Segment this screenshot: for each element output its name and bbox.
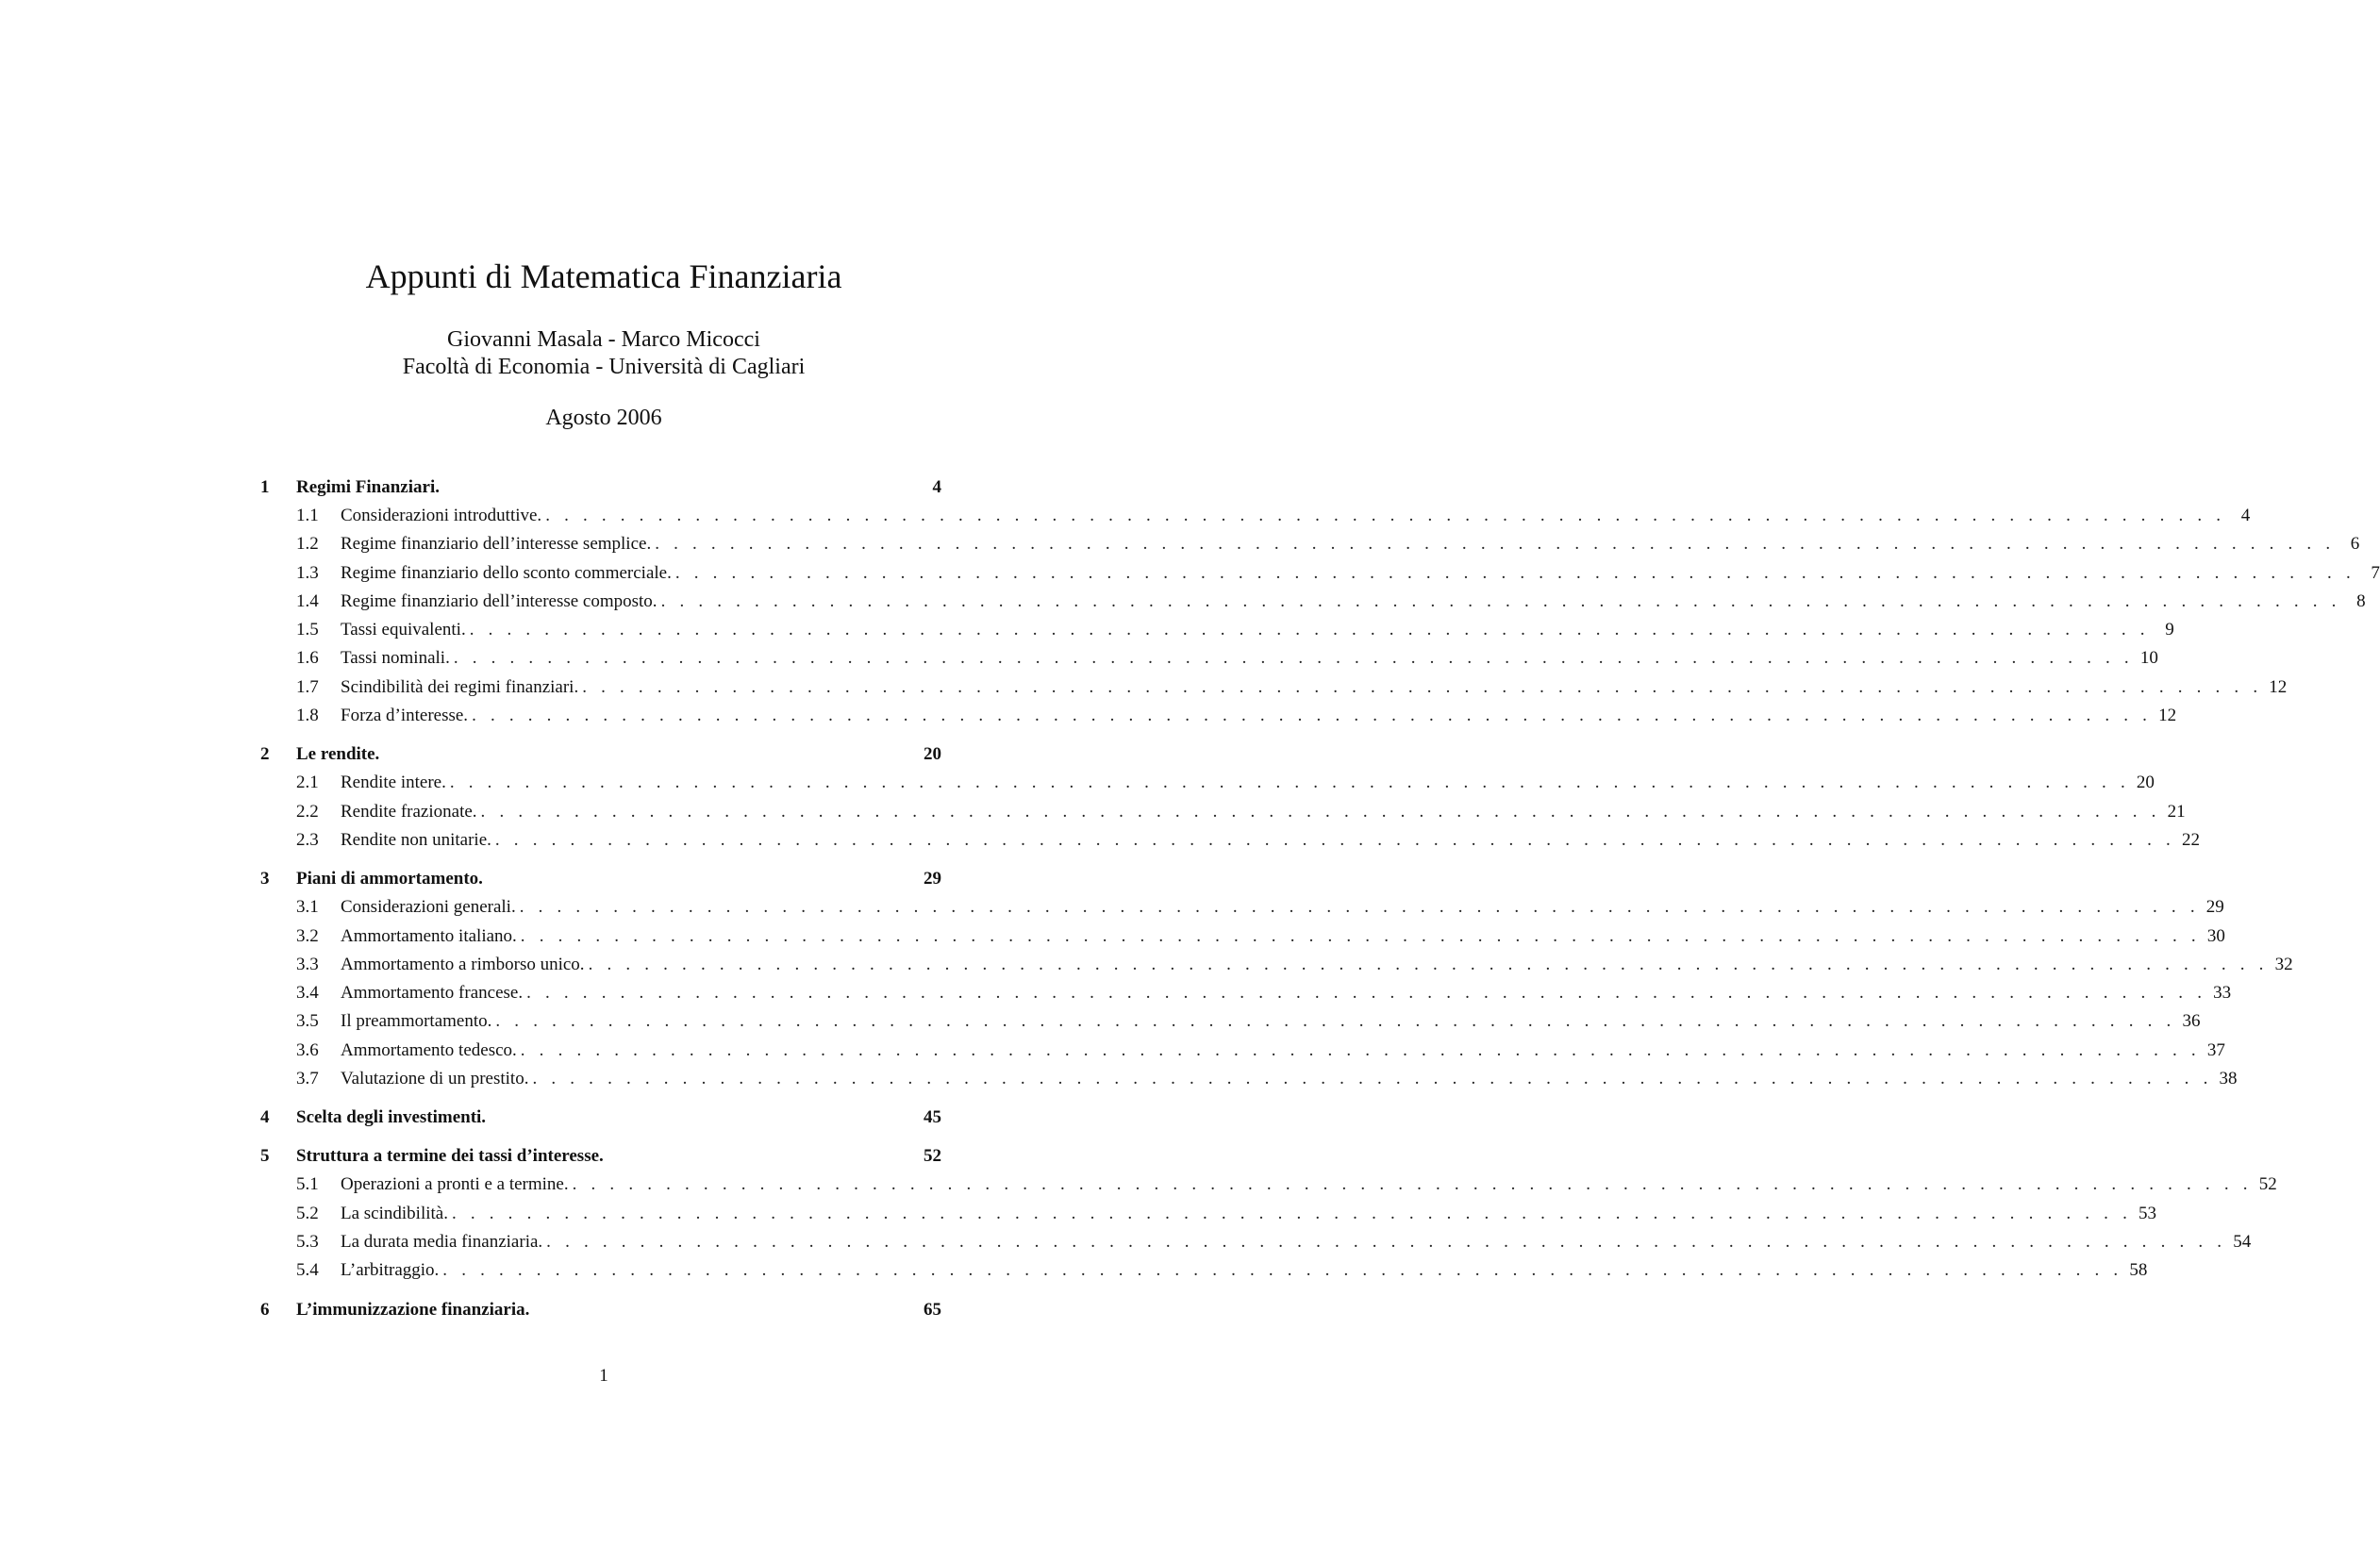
chapter-page: 20 <box>924 744 941 765</box>
section-number: 1.6 <box>296 648 319 669</box>
dot-leader: . . . . . . . . . . . . . . . . . . . . . . . . . . . . . . . . . . . . . . . . . . . . . . . . . . . . . . . . . . . . . . . . . . . . . . . . . . . . . . . . . . . . . . . . . . <box>588 954 2269 974</box>
section-title: La durata media finanziaria. <box>341 1231 543 1252</box>
section-title: Rendite frazionate. <box>341 801 477 822</box>
section-number: 2.3 <box>296 829 319 850</box>
dot-leader: . . . . . . . . . . . . . . . . . . . . . . . . . . . . . . . . . . . . . . . . . . . . . . . . . . . . . . . . . . . . . . . . . . . . . . . . . . . . . . . . . . . . . . . . . . <box>520 1039 2201 1060</box>
section-page: 53 <box>2139 1203 2157 1223</box>
toc-section[interactable] <box>260 1065 2238 1093</box>
toc-section[interactable] <box>260 1037 2225 1065</box>
section-page: 9 <box>2165 620 2174 640</box>
chapter-number: 6 <box>260 1299 270 1320</box>
toc-section[interactable] <box>260 1200 2157 1228</box>
dot-leader: . . . . . . . . . . . . . . . . . . . . . . . . . . . . . . . . . . . . . . . . . . . . . . . . . . . . . . . . . . . . . . . . . . . . . . . . . . . . . . . . . . . . . . . . . . <box>582 676 2263 697</box>
toc-section[interactable] <box>260 559 2380 588</box>
section-title: Regime finanziario dell’interesse composto. <box>341 590 657 611</box>
section-title: Regime finanziario dell’interesse semplice. <box>341 534 652 555</box>
dot-leader: . . . . . . . . . . . . . . . . . . . . . . . . . . . . . . . . . . . . . . . . . . . . . . . . . . . . . . . . . . . . . . . . . . . . . . . . . . . . . . . . . . . . . . . . . . <box>449 773 2130 793</box>
dot-leader: . . . . . . . . . . . . . . . . . . . . . . . . . . . . . . . . . . . . . . . . . . . . . . . . . . . . . . . . . . . . . . . . . . . . . . . . . . . . . . . . . . . . . . . . . . <box>472 706 2153 726</box>
section-title: Rendite intere. <box>341 773 446 793</box>
toc-section[interactable] <box>260 826 2200 855</box>
section-number: 2.1 <box>296 773 319 793</box>
toc-section[interactable] <box>260 1228 2252 1256</box>
section-number: 3.7 <box>296 1069 319 1089</box>
toc-section[interactable] <box>260 798 2186 826</box>
section-title: La scindibilità. <box>341 1203 448 1223</box>
section-number: 1.1 <box>296 506 319 525</box>
section-title: Il preammortamento. <box>341 1011 492 1032</box>
section-page: 7 <box>2371 562 2380 583</box>
affiliation: Facoltà di Economia - Università di Cagliari <box>402 355 806 379</box>
section-number: 3.1 <box>296 897 319 918</box>
dot-leader: . . . . . . . . . . . . . . . . . . . . . . . . . . . . . . . . . . . . . . . . . . . . . . . . . . . . . . . . . . . . . . . . . . . . . . . . . . . . . . . . . . . . . . . . . . <box>451 1203 2133 1223</box>
section-page: 36 <box>2182 1011 2201 1032</box>
toc-section[interactable] <box>260 922 2225 951</box>
section-title: Tassi equivalenti. <box>341 620 466 640</box>
toc-section[interactable] <box>260 951 2293 979</box>
section-page: 29 <box>2205 897 2224 918</box>
section-number: 5.3 <box>296 1231 319 1252</box>
section-page: 32 <box>2274 954 2293 974</box>
chapter-title: Le rendite. <box>296 744 380 765</box>
toc-section[interactable] <box>260 588 2366 616</box>
section-page: 22 <box>2181 829 2200 850</box>
section-title: Ammortamento francese. <box>341 983 524 1004</box>
toc-section[interactable] <box>260 1007 2201 1036</box>
section-title: Operazioni a pronti e a termine. <box>341 1174 569 1195</box>
section-page: 4 <box>2240 506 2251 525</box>
section-number: 3.4 <box>296 983 319 1004</box>
section-number: 3.2 <box>296 925 319 946</box>
section-number: 3.6 <box>296 1039 319 1060</box>
dot-leader: . . . . . . . . . . . . . . . . . . . . . . . . . . . . . . . . . . . . . . . . . . . . . . . . . . . . . . . . . . . . . . . . . . . . . . . . . . . . . . . . . . . . . . . . . . <box>545 506 2226 525</box>
chapter-page: 29 <box>924 869 941 889</box>
section-page: 33 <box>2213 983 2232 1004</box>
section-page: 20 <box>2136 773 2155 793</box>
chapter-page: 45 <box>924 1107 941 1128</box>
dot-leader: . . . . . . . . . . . . . . . . . . . . . . . . . . . . . . . . . . . . . . . . . . . . . . . . . . . . . . . . . . . . . . . . . . . . . . . . . . . . . . . . . . . . . . . . . . <box>519 897 2200 918</box>
chapter-number: 4 <box>260 1107 270 1128</box>
toc-section[interactable] <box>260 979 2232 1007</box>
chapter-title: Scelta degli investimenti. <box>296 1107 487 1128</box>
chapter-title: Struttura a termine dei tassi d’interesse. <box>296 1146 604 1167</box>
section-page: 37 <box>2206 1039 2225 1060</box>
chapter-number: 2 <box>260 744 270 765</box>
section-number: 1.3 <box>296 562 319 583</box>
toc-chapter[interactable] <box>260 740 941 769</box>
page-number: 1 <box>599 1366 608 1386</box>
dot-leader: . . . . . . . . . . . . . . . . . . . . . . . . . . . . . . . . . . . . . . . . . . . . . . . . . . . . . . . . . . . . . . . . . . . . . . . . . . . . . . . . . . . . . . . . . . <box>442 1260 2123 1281</box>
dot-leader: . . . . . . . . . . . . . . . . . . . . . . . . . . . . . . . . . . . . . . . . . . . . . . . . . . . . . . . . . . . . . . . . . . . . . . . . . . . . . . . . . . . . . . . . . . <box>674 562 2355 583</box>
toc-section[interactable] <box>260 893 2224 922</box>
section-title: Rendite non unitarie. <box>341 829 491 850</box>
section-title: Regime finanziario dello sconto commerciale. <box>341 562 672 583</box>
document-title: Appunti di Matematica Finanziaria <box>365 258 842 295</box>
section-number: 5.4 <box>296 1260 319 1281</box>
chapter-number: 5 <box>260 1146 270 1167</box>
dot-leader: . . . . . . . . . . . . . . . . . . . . . . . . . . . . . . . . . . . . . . . . . . . . . . . . . . . . . . . . . . . . . . . . . . . . . . . . . . . . . . . . . . . . . . . . . . <box>495 1011 2176 1032</box>
section-page: 30 <box>2206 925 2225 946</box>
document-date: Agosto 2006 <box>545 406 662 430</box>
chapter-number: 1 <box>260 477 270 497</box>
toc-section[interactable] <box>260 702 2177 730</box>
toc-section[interactable] <box>260 530 2360 558</box>
dot-leader: . . . . . . . . . . . . . . . . . . . . . . . . . . . . . . . . . . . . . . . . . . . . . . . . . . . . . . . . . . . . . . . . . . . . . . . . . . . . . . . . . . . . . . . . . . <box>520 925 2201 946</box>
section-page: 54 <box>2233 1231 2252 1252</box>
section-number: 1.8 <box>296 706 319 726</box>
table-of-contents <box>260 474 2380 1324</box>
section-title: Ammortamento italiano. <box>341 925 517 946</box>
section-page: 58 <box>2129 1260 2148 1281</box>
chapter-title: Piani di ammortamento. <box>296 869 483 889</box>
section-page: 38 <box>2219 1069 2238 1089</box>
section-title: L’arbitraggio. <box>341 1260 440 1281</box>
section-number: 1.4 <box>296 590 319 611</box>
toc-section[interactable] <box>260 769 2155 797</box>
dot-leader: . . . . . . . . . . . . . . . . . . . . . . . . . . . . . . . . . . . . . . . . . . . . . . . . . . . . . . . . . . . . . . . . . . . . . . . . . . . . . . . . . . . . . . . . . . <box>546 1231 2227 1252</box>
section-page: 12 <box>2269 676 2288 697</box>
chapter-title: L’immunizzazione finanziaria. <box>296 1299 530 1320</box>
authors: Giovanni Masala - Marco Micocci <box>447 327 760 352</box>
section-page: 12 <box>2158 706 2177 726</box>
chapter-page: 65 <box>924 1299 941 1320</box>
section-title: Forza d’interesse. <box>341 706 469 726</box>
section-number: 1.7 <box>296 676 319 697</box>
section-title: Considerazioni introduttive. <box>341 506 542 525</box>
toc-section[interactable] <box>260 644 2158 673</box>
section-title: Ammortamento a rimborso unico. <box>341 954 585 974</box>
section-number: 3.5 <box>296 1011 319 1032</box>
dot-leader: . . . . . . . . . . . . . . . . . . . . . . . . . . . . . . . . . . . . . . . . . . . . . . . . . . . . . . . . . . . . . . . . . . . . . . . . . . . . . . . . . . . . . . . . . . <box>526 983 2207 1004</box>
section-page: 21 <box>2167 801 2186 822</box>
section-number: 1.2 <box>296 534 319 555</box>
toc-section[interactable] <box>260 673 2288 702</box>
toc-section[interactable] <box>260 616 2174 644</box>
dot-leader: . . . . . . . . . . . . . . . . . . . . . . . . . . . . . . . . . . . . . . . . . . . . . . . . . . . . . . . . . . . . . . . . . . . . . . . . . . . . . . . . . . . . . . . . . . <box>494 829 2175 850</box>
section-number: 1.5 <box>296 620 319 640</box>
chapter-page: 52 <box>924 1146 941 1167</box>
dot-leader: . . . . . . . . . . . . . . . . . . . . . . . . . . . . . . . . . . . . . . . . . . . . . . . . . . . . . . . . . . . . . . . . . . . . . . . . . . . . . . . . . . . . . . . . . . <box>532 1069 2213 1089</box>
section-number: 2.2 <box>296 801 319 822</box>
section-number: 5.2 <box>296 1203 319 1223</box>
section-number: 3.3 <box>296 954 319 974</box>
chapter-title: Regimi Finanziari. <box>296 477 440 497</box>
section-page: 10 <box>2139 648 2158 669</box>
toc-chapter[interactable] <box>260 1296 941 1324</box>
section-title: Valutazione di un prestito. <box>341 1069 529 1089</box>
toc-chapter[interactable] <box>260 865 941 893</box>
toc-chapter[interactable] <box>260 474 941 502</box>
section-title: Tassi nominali. <box>341 648 450 669</box>
chapter-page: 4 <box>932 477 941 497</box>
toc-chapter[interactable] <box>260 1104 941 1132</box>
dot-leader: . . . . . . . . . . . . . . . . . . . . . . . . . . . . . . . . . . . . . . . . . . . . . . . . . . . . . . . . . . . . . . . . . . . . . . . . . . . . . . . . . . . . . . . . . . <box>655 534 2336 555</box>
dot-leader: . . . . . . . . . . . . . . . . . . . . . . . . . . . . . . . . . . . . . . . . . . . . . . . . . . . . . . . . . . . . . . . . . . . . . . . . . . . . . . . . . . . . . . . . . . <box>572 1174 2253 1195</box>
dot-leader: . . . . . . . . . . . . . . . . . . . . . . . . . . . . . . . . . . . . . . . . . . . . . . . . . . . . . . . . . . . . . . . . . . . . . . . . . . . . . . . . . . . . . . . . . . <box>469 620 2150 640</box>
dot-leader: . . . . . . . . . . . . . . . . . . . . . . . . . . . . . . . . . . . . . . . . . . . . . . . . . . . . . . . . . . . . . . . . . . . . . . . . . . . . . . . . . . . . . . . . . . <box>480 801 2161 822</box>
section-number: 5.1 <box>296 1174 319 1195</box>
section-page: 8 <box>2356 590 2366 611</box>
toc-section[interactable] <box>260 1256 2148 1285</box>
section-page: 52 <box>2258 1174 2277 1195</box>
section-title: Scindibilità dei regimi finanziari. <box>341 676 579 697</box>
section-page: 6 <box>2350 534 2360 555</box>
toc-chapter[interactable] <box>260 1142 941 1171</box>
toc-section[interactable] <box>260 1171 2277 1199</box>
section-title: Considerazioni generali. <box>341 897 516 918</box>
section-title: Ammortamento tedesco. <box>341 1039 517 1060</box>
dot-leader: . . . . . . . . . . . . . . . . . . . . . . . . . . . . . . . . . . . . . . . . . . . . . . . . . . . . . . . . . . . . . . . . . . . . . . . . . . . . . . . . . . . . . . . . . . <box>660 590 2341 611</box>
dot-leader: . . . . . . . . . . . . . . . . . . . . . . . . . . . . . . . . . . . . . . . . . . . . . . . . . . . . . . . . . . . . . . . . . . . . . . . . . . . . . . . . . . . . . . . . . . <box>453 648 2134 669</box>
toc-section[interactable] <box>260 502 2251 530</box>
chapter-number: 3 <box>260 869 270 889</box>
